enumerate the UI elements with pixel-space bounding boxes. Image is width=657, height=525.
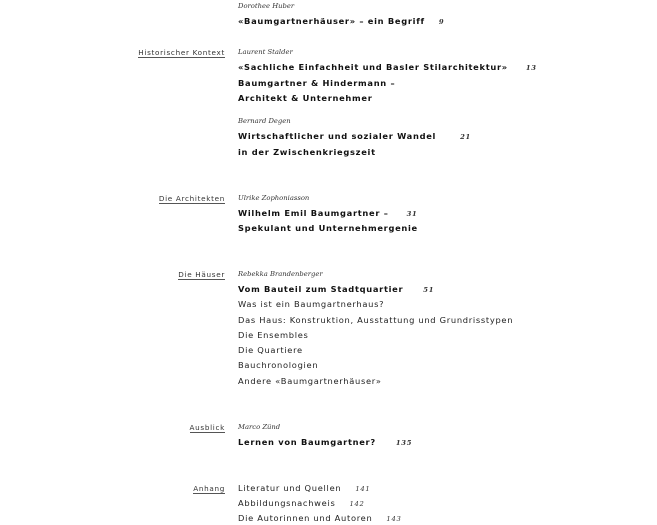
toc-title-line: Spekulant und Unternehmergenie bbox=[238, 223, 418, 233]
toc-subitem: Andere «Baumgartnerhäuser» bbox=[238, 376, 382, 386]
toc-author: Laurent Stalder bbox=[238, 48, 293, 56]
page-number: 9 bbox=[438, 18, 445, 26]
toc-subitem: Die Ensembles bbox=[238, 330, 309, 340]
page-number: 21 bbox=[460, 133, 471, 141]
page-number: 31 bbox=[406, 210, 418, 218]
section-label-anhang: Anhang bbox=[193, 484, 225, 493]
toc-author: Bernard Degen bbox=[238, 117, 291, 125]
page-number: 141 bbox=[355, 485, 371, 493]
section-label-historischer-kontext: Historischer Kontext bbox=[138, 48, 225, 57]
toc-author: Ulrike Zophoniasson bbox=[238, 194, 310, 202]
toc-title-line: in der Zwischenkriegszeit bbox=[238, 147, 376, 157]
page-number: 135 bbox=[395, 439, 413, 447]
page-number: 143 bbox=[386, 515, 402, 523]
toc-subitem: Was ist ein Baumgartnerhaus? bbox=[238, 299, 385, 309]
toc-subitem: Die Autorinnen und Autoren 143 bbox=[238, 513, 402, 523]
toc-title-line: Lernen von Baumgartner? 135 bbox=[238, 437, 413, 447]
toc-author: Marco Zünd bbox=[238, 423, 281, 431]
toc-subitem: Bauchronologien bbox=[238, 360, 319, 370]
section-label-die-haeuser: Die Häuser bbox=[178, 270, 225, 279]
section-label-ausblick: Ausblick bbox=[189, 423, 225, 432]
intro-title: «Baumgartnerhäuser» – ein Begriff 9 bbox=[238, 16, 445, 26]
toc-subitem: Das Haus: Konstruktion, Ausstattung und Grundrisstypen bbox=[238, 315, 514, 325]
toc-title-line: Vom Bauteil zum Stadtquartier 51 bbox=[238, 284, 435, 294]
section-label-die-architekten: Die Architekten bbox=[158, 194, 225, 203]
toc-subitem: Abbildungsnachweis 142 bbox=[238, 498, 365, 508]
toc-subitem: Die Quartiere bbox=[238, 345, 303, 355]
page-number: 13 bbox=[525, 64, 537, 72]
toc-subitem: Literatur und Quellen 141 bbox=[238, 483, 371, 493]
toc-title-line: Wirtschaftlicher und sozialer Wandel 21 bbox=[238, 131, 471, 141]
toc-title-line: «Sachliche Einfachheit und Basler Stilarchitektur» 13 bbox=[238, 62, 537, 72]
toc-title-line: Architekt & Unternehmer bbox=[238, 93, 373, 103]
page-number: 51 bbox=[423, 286, 435, 294]
toc-author: Rebekka Brandenberger bbox=[238, 270, 323, 278]
toc-title-line: Baumgartner & Hindermann – bbox=[238, 78, 396, 88]
page-number: 142 bbox=[349, 500, 365, 508]
toc-title-line: Wilhelm Emil Baumgartner – 31 bbox=[238, 208, 418, 218]
intro-author: Dorothee Huber bbox=[238, 2, 295, 10]
